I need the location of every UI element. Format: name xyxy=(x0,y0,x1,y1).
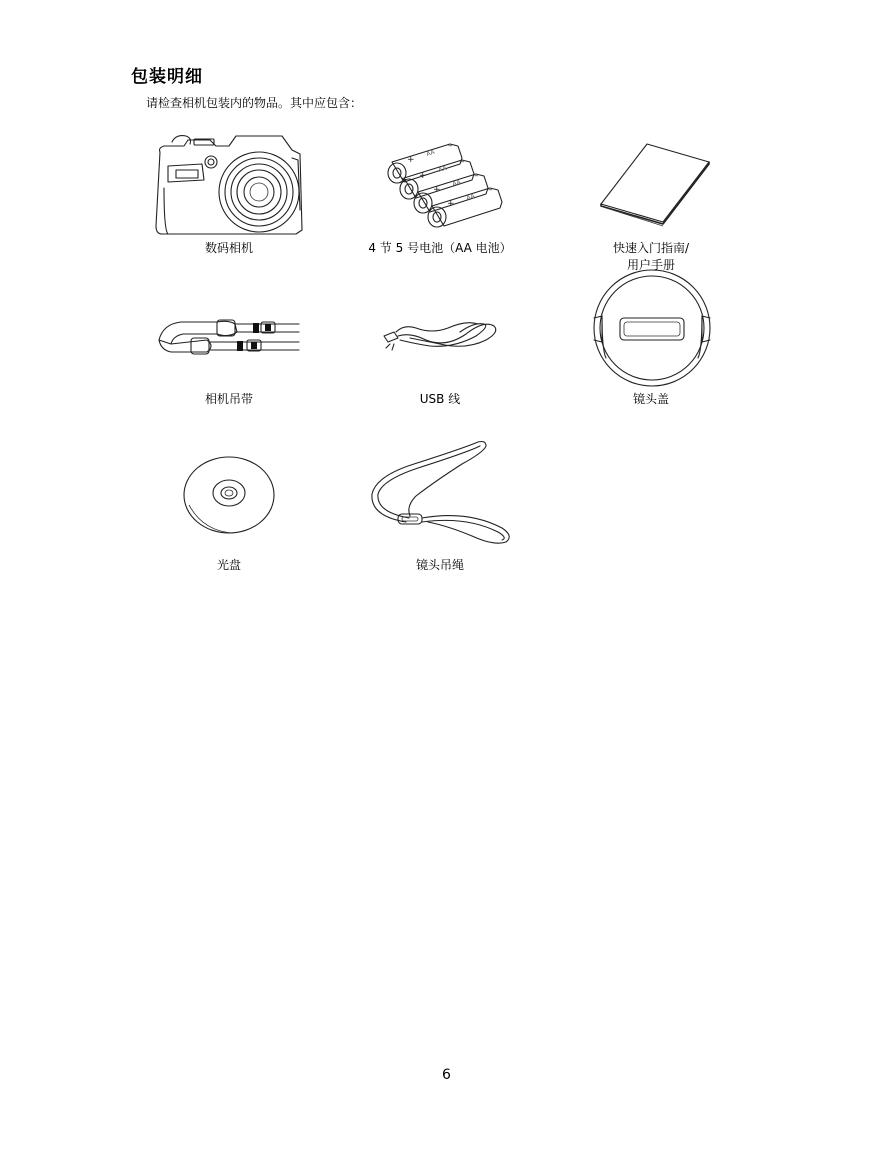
svg-text:+: + xyxy=(447,199,455,209)
battery-mark-2: AA xyxy=(437,164,448,174)
item-label-neck-strap: 相机吊带 xyxy=(204,392,253,406)
item-label-manual-line1: 快速入门指南/ xyxy=(612,241,690,255)
item-label-cd: 光盘 xyxy=(216,558,241,572)
item-label-lens-cap: 镜头盖 xyxy=(632,392,669,406)
package-item-usb-cable xyxy=(340,300,540,415)
svg-text:–: – xyxy=(448,141,453,151)
page-number: 6 xyxy=(442,1067,451,1083)
package-item-lens-cap xyxy=(551,282,751,417)
neck-strap-icon xyxy=(157,310,302,360)
package-item-cd xyxy=(129,455,329,580)
item-label-usb-cable: USB 线 xyxy=(419,392,461,406)
manual-icon xyxy=(599,142,714,227)
lens-cap-strap-icon xyxy=(368,440,513,545)
svg-text:–: – xyxy=(488,185,493,195)
item-label-manual-line2: 用户手册 xyxy=(626,258,675,272)
package-item-neck-strap xyxy=(129,300,329,415)
camera-icon xyxy=(154,130,304,238)
svg-text:+: + xyxy=(419,171,427,181)
battery-mark-3: AA xyxy=(451,178,462,188)
svg-text:–: – xyxy=(460,157,465,167)
item-label-batteries: 4 节 5 号电池（AA 电池） xyxy=(368,241,512,255)
svg-text:–: – xyxy=(474,171,479,181)
package-item-manual xyxy=(551,130,751,280)
package-item-lens-cap-strap xyxy=(340,440,540,580)
cd-icon xyxy=(183,457,275,535)
svg-text:+: + xyxy=(433,185,441,195)
item-label-lens-cap-strap: 镜头吊绳 xyxy=(415,558,464,572)
usb-cable-icon xyxy=(380,314,500,354)
svg-text:+: + xyxy=(407,155,415,165)
package-item-batteries xyxy=(340,130,540,260)
lens-cap-icon xyxy=(592,282,714,374)
battery-mark-4: AA xyxy=(465,192,476,202)
batteries-icon xyxy=(380,136,505,231)
section-intro: 请检查相机包装内的物品。其中应包含： xyxy=(146,96,363,110)
package-item-camera xyxy=(129,130,329,260)
item-label-camera: 数码相机 xyxy=(204,241,253,255)
section-title: 包装明细 xyxy=(131,67,203,87)
battery-mark-1: AA xyxy=(425,148,436,158)
